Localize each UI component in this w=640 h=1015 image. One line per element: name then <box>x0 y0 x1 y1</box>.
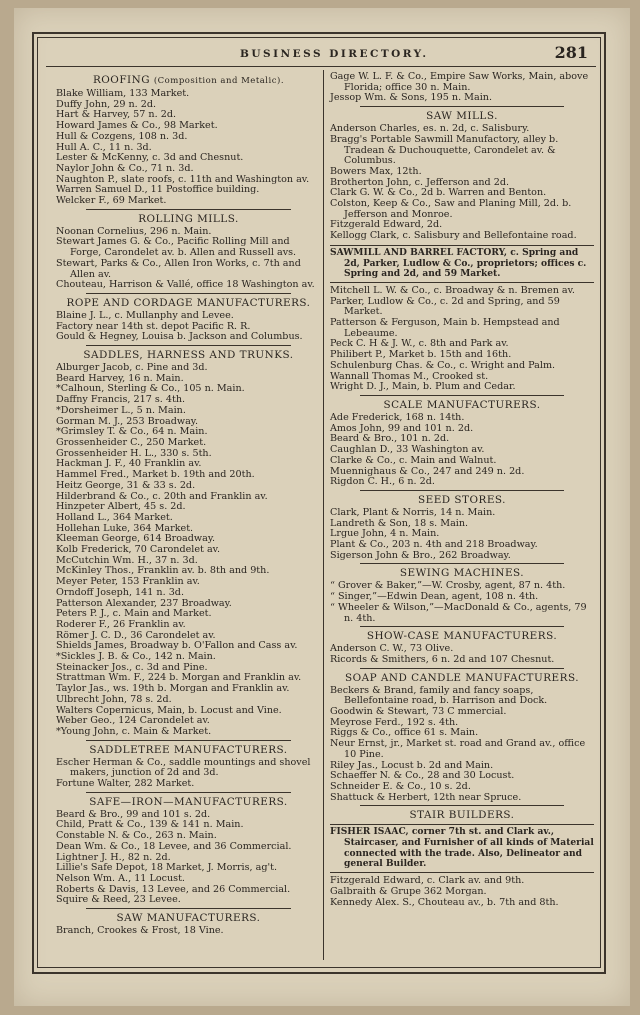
directory-entry: Hackman J. F., 40 Franklin av. <box>56 458 202 470</box>
directory-entry: Amos John, 99 and 101 n. 2d. <box>330 422 474 434</box>
directory-entry: “ Singer,”—Edwin Dean, agent, 108 n. 4th. <box>330 591 539 603</box>
directory-entry: Parker, Ludlow & Co., c. 2d and Spring, and 59 Market. <box>330 295 560 318</box>
section-rule <box>86 209 291 210</box>
directory-entry: Shattuck & Herbert, 12th near Spruce. <box>330 791 522 803</box>
directory-entry: Beckers & Brand, family and fancy soaps, Bellefontaine road, b. Harrison and Dock. <box>330 684 548 707</box>
directory-entry: Kellogg Clark, c. Salisbury and Bellefontaine road. <box>330 230 577 242</box>
section-heading-text: ROLLING MILLS. <box>138 212 239 225</box>
section-heading-text: SADDLETREE MANUFACTURERS. <box>89 743 288 756</box>
directory-entry: Muennighaus & Co., 247 and 249 n. 2d. <box>330 465 525 477</box>
directory-entry: Taylor Jas., ws. 19th b. Morgan and Franklin av. <box>56 683 290 695</box>
section-heading <box>56 349 321 361</box>
directory-entry: Factory near 14th st. depot Pacific R. R. <box>56 320 251 332</box>
section-rule <box>360 805 564 806</box>
directory-entry: Kolb Frederick, 70 Carondelet av. <box>56 544 221 556</box>
directory-entry: Clarke & Co., c. Main and Walnut. <box>330 454 497 466</box>
directory-entry: Chouteau, Harrison & Vallé, office 18 Washington av. <box>56 279 315 291</box>
directory-entry: Walters Copernicus, Main, b. Locust and Vine. <box>56 704 282 716</box>
directory-entry: Anderson Charles, es. n. 2d, c. Salisbury. <box>330 123 530 135</box>
directory-entry: Sigerson John & Bro., 262 Broadway. <box>330 549 511 561</box>
section-heading-text: STAIR BUILDERS. <box>409 809 515 822</box>
directory-entry: Kleeman George, 614 Broadway. <box>56 533 216 545</box>
directory-entry: Patterson & Ferguson, Main b. Hempstead and Lebeaume. <box>330 317 560 339</box>
section-rule <box>86 293 291 294</box>
section-rule <box>360 106 564 107</box>
directory-entry: Philibert P., Market b. 15th and 16th. <box>330 349 512 361</box>
directory-entry: Jessop Wm. & Sons, 195 n. Main. <box>330 92 493 104</box>
section-heading <box>330 110 594 122</box>
directory-entry: “ Grover & Baker,”—W. Crosby, agent, 87 n. 4th. <box>330 580 566 592</box>
directory-entry: Galbraith & Grupe 362 Morgan. <box>330 885 487 897</box>
section-heading-text: SEWING MACHINES. <box>399 567 525 580</box>
directory-entry: Weber Geo., 124 Carondelet av. <box>56 715 210 727</box>
directory-entry: Stewart, Parks & Co., Allen Iron Works, c. 7th and Allen av. <box>56 257 301 280</box>
directory-entry: Welcker F., 69 Market. <box>56 195 167 207</box>
directory-entry: McKinley Thos., Franklin av. b. 8th and 9th. <box>56 565 270 577</box>
directory-entry: Gorman M. J., 253 Broadway. <box>56 415 199 427</box>
section-heading <box>56 796 321 808</box>
directory-entry: Howard James & Co., 98 Market. <box>56 120 218 132</box>
directory-entry: Bowers Max, 12th. <box>330 165 422 177</box>
directory-entry: Squire & Reed, 23 Levee. <box>56 894 181 906</box>
directory-entry: Warren Samuel D., 11 Postoffice building. <box>56 184 260 196</box>
directory-entry: Beard & Bro., 99 and 101 s. 2d. <box>56 808 211 820</box>
directory-entry: Rigdon C. H., 6 n. 2d. <box>330 476 435 488</box>
directory-entry: Gould & Hegney, Louisa b. Jackson and Columbus. <box>56 331 303 343</box>
section-rule <box>360 626 564 627</box>
directory-entry: Lightner J. H., 82 n. 2d. <box>56 851 171 863</box>
directory-entry: Plant & Co., 203 n. 4th and 218 Broadway. <box>330 539 538 551</box>
header-rule <box>46 66 596 67</box>
directory-entry: Anderson C. W., 73 Olive. <box>330 643 454 655</box>
directory-entry: Branch, Crookes & Frost, 18 Vine. <box>56 925 224 937</box>
directory-entry: Hart & Harvey, 57 n. 2d. <box>56 109 177 121</box>
section-heading-text: SOAP AND CANDLE MANUFACTURERS. <box>344 671 580 684</box>
directory-entry: Fitzgerald Edward, 2d. <box>330 219 443 231</box>
page-header <box>48 42 592 64</box>
directory-entry: Grossenheider C., 250 Market. <box>56 436 207 448</box>
section-heading-text: ROPE AND CORDAGE MANUFACTURERS. <box>66 296 311 309</box>
directory-entry: Duffy John, 29 n. 2d. <box>56 98 157 110</box>
directory-entry: Schulenburg Chas. & Co., c. Wright and Palm. <box>330 359 556 371</box>
directory-entry: Peters P. J., c. Main and Market. <box>56 608 212 620</box>
section-rule <box>360 490 564 491</box>
section-heading <box>56 74 321 87</box>
directory-entry: Stewart James G. & Co., Pacific Rolling Mill and Forge, Carondelet av. b. Allen and Russell avs. <box>56 236 297 259</box>
directory-entry: Brotherton John, c. Jefferson and 2d. <box>330 176 510 188</box>
directory-entry: Nelson Wm. A., 11 Locust. <box>56 873 185 884</box>
directory-entry: Blaine J. L., c. Mullanphy and Levee. <box>56 309 234 321</box>
directory-entry: *Grimsley T. & Co., 64 n. Main. <box>56 426 208 438</box>
directory-entry: Holland L., 364 Market. <box>56 511 173 523</box>
directory-entry: McCutchin Wm. H., 37 n. 3d. <box>56 554 198 566</box>
directory-entry: Roderer F., 26 Franklin av. <box>56 618 186 630</box>
directory-entry: Lester & McKenny, c. 3d and Chesnut. <box>56 152 244 164</box>
directory-entry: Patterson Alexander, 237 Broadway. <box>56 597 232 609</box>
section-subheading: (Composition and Metalic). <box>153 76 285 86</box>
directory-entry: Hammel Fred., Market b. 19th and 20th. <box>56 469 255 481</box>
directory-entry: Strattman Wm. F., 224 b. Morgan and Franklin av. <box>56 672 302 684</box>
directory-entry: Steinacker Jos., c. 3d and Pine. <box>56 661 208 673</box>
section-rule <box>360 668 564 669</box>
directory-entry: Daffny Francis, 217 s. 4th. <box>56 394 186 406</box>
directory-entry: Beard & Bro., 101 n. 2d. <box>330 433 450 445</box>
directory-entry: Naylor John & Co., 71 n. 3d. <box>56 162 194 174</box>
section-heading-text: SAW MILLS. <box>426 110 498 123</box>
directory-entry: Alburger Jacob, c. Pine and 3d. <box>56 362 208 374</box>
section-heading <box>330 567 594 579</box>
directory-entry: Ricords & Smithers, 6 n. 2d and 107 Chesnut. <box>330 653 555 665</box>
section-heading <box>56 297 321 309</box>
directory-entry: Kennedy Alex. S., Chouteau av., b. 7th and 8th. <box>330 896 559 908</box>
directory-entry: Schaeffer N. & Co., 28 and 30 Locust. <box>330 770 515 782</box>
directory-entry: Naughton P., slate roofs, c. 11th and Washington av. <box>56 173 310 185</box>
section-heading-text: ROOFING <box>92 74 151 86</box>
directory-entry: Römer J. C. D., 36 Carondelet av. <box>56 629 216 641</box>
advertisement-block: FISHER ISAAC, corner 7th st. and Clark av., Staircaser, and Furnisher of all kinds of Material connected with the trade. Also, Delineator and general Builder. <box>330 824 594 873</box>
directory-entry: Hull & Cozgens, 108 n. 3d. <box>56 130 188 142</box>
directory-entry: Hinzpeter Albert, 45 s. 2d. <box>56 501 186 513</box>
directory-entry: Dean Wm. & Co., 18 Levee, and 36 Commercial. <box>56 840 292 852</box>
directory-entry: Riggs & Co., office 61 s. Main. <box>330 727 479 739</box>
section-heading <box>56 744 321 756</box>
directory-entry: Beard Harvey, 16 n. Main. <box>56 372 184 384</box>
section-heading-text: SAFE—IRON—MANUFACTURERS. <box>89 795 288 808</box>
page-number: 281 <box>554 43 588 62</box>
section-heading-text: SEED STORES. <box>418 493 506 506</box>
section-heading-text: SAW MANUFACTURERS. <box>116 912 261 925</box>
directory-entry: Bragg's Portable Sawmill Manufactory, alley b. Tradean & Duchouquette, Carondelet av. & Columbus. <box>330 133 559 167</box>
section-heading <box>330 630 594 642</box>
directory-entry: Child, Pratt & Co., 139 & 141 n. Main. <box>56 819 244 831</box>
directory-entry: Meyrose Ferd., 192 s. 4th. <box>330 716 459 728</box>
directory-entry: Peck C. H & J. W., c. 8th and Park av. <box>330 338 509 350</box>
advertisement-block: SAWMILL AND BARREL FACTORY, c. Spring and 2d, Parker, Ludlow & Co., proprietors; offices c. Spring and 2d, and 59 Market. <box>330 245 594 283</box>
column-divider <box>323 70 324 960</box>
directory-entry: Blake William, 133 Market. <box>56 88 190 99</box>
right-column <box>330 72 594 908</box>
directory-entry: “ Wheeler & Wilson,”—MacDonald & Co., agents, 79 n. 4th. <box>330 601 587 624</box>
section-heading <box>330 809 594 821</box>
directory-entry: *Dorsheimer L., 5 n. Main. <box>56 404 186 416</box>
directory-entry: Ade Frederick, 168 n. 14th. <box>330 411 465 423</box>
directory-entry: Lrgue John, 4 n. Main. <box>330 528 440 540</box>
directory-entry: *Sickles J. B. & Co., 142 n. Main. <box>56 651 216 663</box>
directory-entry: Wannall Thomas M., Crooked st. <box>330 370 489 382</box>
section-rule <box>360 395 564 396</box>
directory-entry: Clark, Plant & Norris, 14 n. Main. <box>330 506 496 518</box>
section-heading <box>56 912 321 924</box>
directory-entry: Hollehan Luke, 364 Market. <box>56 522 194 534</box>
section-rule <box>86 792 291 793</box>
directory-entry: Hilderbrand & Co., c. 20th and Franklin av. <box>56 490 268 502</box>
section-rule <box>86 908 291 909</box>
section-rule <box>86 345 291 346</box>
section-heading-text: SHOW-CASE MANUFACTURERS. <box>366 630 558 643</box>
directory-entry: Lillie's Safe Depot, 18 Market, J. Morris, ag't. <box>56 862 278 874</box>
page-title: BUSINESS DIRECTORY. <box>240 48 429 60</box>
directory-entry: Neur Ernst, jr., Market st. road and Grand av., office 10 Pine. <box>330 738 586 760</box>
directory-entry: Schneider E. & Co., 10 s. 2d. <box>330 780 471 792</box>
directory-entry: *Young John, c. Main & Market. <box>56 725 212 737</box>
directory-entry: Fortune Walter, 282 Market. <box>56 778 195 790</box>
directory-entry: Fitzgerald Edward, c. Clark av. and 9th. <box>330 875 525 887</box>
directory-entry: Clark G. W. & Co., 2d b. Warren and Benton. <box>330 187 547 199</box>
directory-entry: *Calhoun, Sterling & Co., 105 n. Main. <box>56 383 245 395</box>
left-column <box>56 72 321 937</box>
directory-entry: Wright D. J., Main, b. Plum and Cedar. <box>330 381 516 393</box>
directory-entry: Constable N. & Co., 263 n. Main. <box>56 830 217 842</box>
directory-entry: Goodwin & Stewart, 73 C mmercial. <box>330 706 507 718</box>
directory-entry: Roberts & Davis, 13 Levee, and 26 Commercial. <box>56 883 291 895</box>
directory-entry: Orndoff Joseph, 141 n. 3d. <box>56 586 184 598</box>
section-heading <box>330 672 594 684</box>
directory-entry: Landreth & Son, 18 s. Main. <box>330 517 469 529</box>
section-rule <box>360 563 564 564</box>
directory-entry: Caughlan D., 33 Washington av. <box>330 444 485 456</box>
directory-entry: Ulbrecht John, 78 s. 2d. <box>56 693 172 705</box>
section-rule <box>86 740 291 741</box>
directory-entry: Heitz George, 31 & 33 s. 2d. <box>56 479 196 491</box>
directory-entry: Gage W. L. F. & Co., Empire Saw Works, Main, above Florida; office 30 n. Main. <box>330 71 589 93</box>
directory-entry: Riley Jas., Locust b. 2d and Main. <box>330 759 494 771</box>
directory-entry: Colston, Keep & Co., Saw and Planing Mill, 2d. b. Jefferson and Monroe. <box>330 198 572 220</box>
directory-entry: Mitchell L. W. & Co., c. Broadway & n. Bremen av. <box>330 284 575 296</box>
section-heading <box>330 494 594 506</box>
directory-entry: Grossenheider H. L., 330 s. 5th. <box>56 447 212 459</box>
directory-entry: Noonan Cornelius, 296 n. Main. <box>56 225 212 237</box>
directory-entry: Shields James, Broadway b. O'Fallon and Cass av. <box>56 640 298 652</box>
section-heading <box>330 399 594 411</box>
directory-entry: Hull A. C., 11 n. 3d. <box>56 141 152 153</box>
section-heading-text: SCALE MANUFACTURERS. <box>383 398 541 411</box>
directory-entry: Meyer Peter, 153 Franklin av. <box>56 576 200 588</box>
directory-entry: Escher Herman & Co., saddle mountings and shovel makers, junction of 2d and 3d. <box>56 756 311 779</box>
section-heading <box>56 213 321 225</box>
section-heading-text: SADDLES, HARNESS AND TRUNKS. <box>83 349 294 362</box>
